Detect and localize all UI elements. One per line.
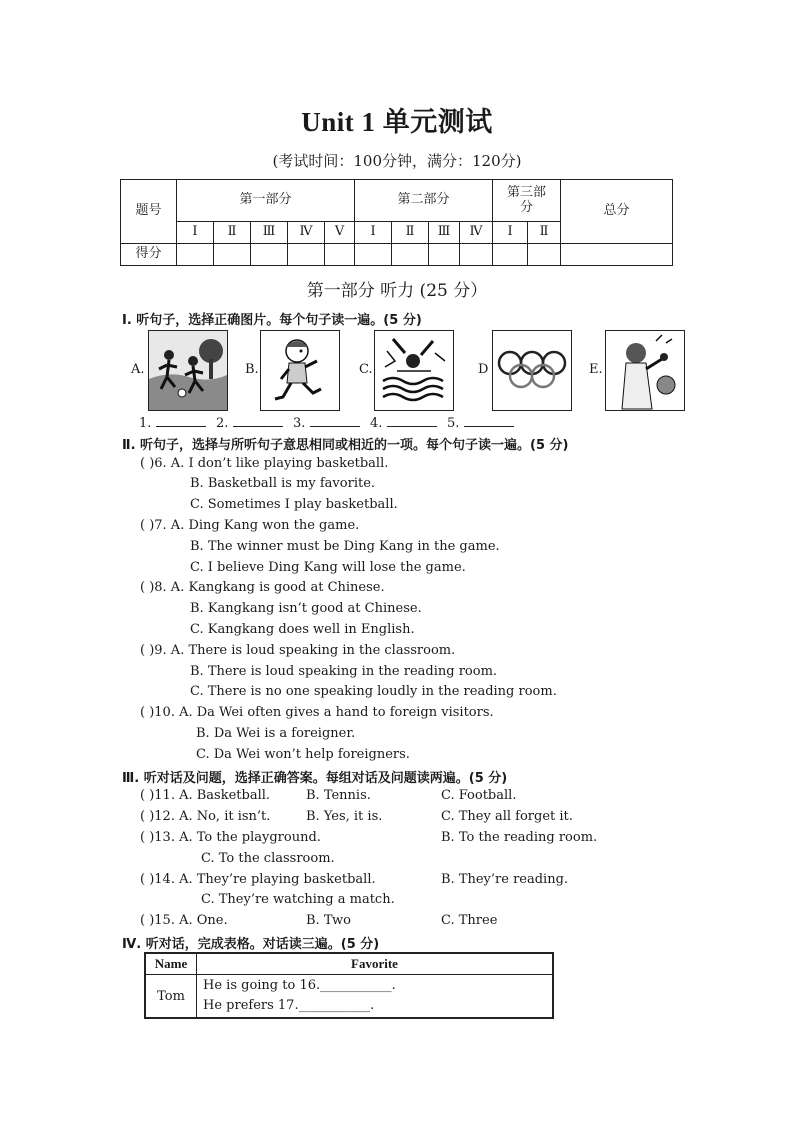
q14-option-b: B. They’re reading. [441, 872, 569, 887]
score-cell[interactable] [528, 244, 561, 266]
blank-1[interactable]: 1. [139, 414, 206, 431]
part-iii-heading: Ⅲ. 听对话及问题，选择正确答案。每组对话及问题读两遍。(5 分) [122, 771, 508, 786]
blank-4[interactable]: 4. [370, 414, 437, 431]
q15-option-b: B. Two [306, 913, 351, 928]
blank-2[interactable]: 2. [216, 414, 283, 431]
q12-option-c: C. They all forget it. [441, 809, 573, 824]
score-cell[interactable] [214, 244, 251, 266]
score-cell[interactable] [288, 244, 325, 266]
part3-sub-1: Ⅰ [493, 222, 528, 244]
q12-option-b: B. Yes, it is. [306, 809, 383, 824]
score-cell[interactable] [429, 244, 460, 266]
olympic-rings-icon [492, 330, 572, 411]
q15-option-c: C. Three [441, 913, 498, 928]
q11-stem: ( )11. A. Basketball. [140, 788, 271, 803]
woman-singing-icon [605, 330, 685, 411]
q7-option-b: B. The winner must be Ding Kang in the game. [190, 539, 500, 554]
swimmer-splashing-icon [374, 330, 454, 411]
score-cell[interactable] [177, 244, 214, 266]
part3-header: 第三部分 [493, 180, 561, 222]
part2-sub-4: Ⅳ [460, 222, 493, 244]
part2-header: 第二部分 [355, 180, 493, 222]
line-16: He is going to 16.___________. [203, 978, 396, 993]
q6-option-b: B. Basketball is my favorite. [190, 476, 376, 491]
blank-5[interactable]: 5. [447, 414, 514, 431]
picture-label-d: D [478, 362, 489, 377]
q13-option-c: C. To the classroom. [201, 851, 335, 866]
part1-header: 第一部分 [177, 180, 355, 222]
q6-option-c: C. Sometimes I play basketball. [190, 497, 398, 512]
part1-sub-5: Ⅴ [325, 222, 355, 244]
blank-3[interactable]: 3. [293, 414, 360, 431]
part1-sub-2: Ⅱ [214, 222, 251, 244]
page-title: Unit 1 单元测试 [301, 107, 493, 137]
line-17: He prefers 17.___________. [203, 998, 375, 1013]
q9-stem: ( )9. A. There is loud speaking in the classroom. [140, 643, 456, 658]
q13-stem: ( )13. A. To the playground. [140, 830, 321, 845]
q10-option-b: B. Da Wei is a foreigner. [196, 726, 356, 741]
part-ii-heading: Ⅱ. 听句子，选择与所听句子意思相同或相近的一项。每个句子读一遍。(5 分) [122, 438, 569, 453]
total-header: 总分 [561, 180, 673, 244]
name-cell: Tom [145, 975, 197, 1019]
score-cell[interactable] [493, 244, 528, 266]
row-label-score: 得分 [121, 244, 177, 266]
q6-stem: ( )6. A. I don’t like playing basketball. [140, 456, 389, 471]
score-table [120, 179, 673, 266]
part-iv-heading: Ⅳ. 听对话，完成表格。对话读三遍。(5 分) [122, 937, 380, 952]
exam-info: (考试时间：100分钟，满分：120分) [272, 152, 522, 170]
q9-option-c: C. There is no one speaking loudly in the reading room. [190, 684, 557, 699]
q14-stem: ( )14. A. They’re playing basketball. [140, 872, 376, 887]
q9-option-b: B. There is loud speaking in the reading room. [190, 664, 498, 679]
q8-stem: ( )8. A. Kangkang is good at Chinese. [140, 580, 385, 595]
score-cell[interactable] [561, 244, 673, 266]
q7-stem: ( )7. A. Ding Kang won the game. [140, 518, 360, 533]
part2-sub-2: Ⅱ [392, 222, 429, 244]
score-cell[interactable] [251, 244, 288, 266]
boy-running-icon [260, 330, 340, 411]
col-favorite-header: Favorite [197, 953, 554, 975]
favorite-table [144, 952, 554, 1019]
q11-option-c: C. Football. [441, 788, 517, 803]
score-cell[interactable] [325, 244, 355, 266]
part-i-heading: Ⅰ. 听句子，选择正确图片。每个句子读一遍。(5 分) [122, 313, 422, 328]
q8-option-c: C. Kangkang does well in English. [190, 622, 415, 637]
picture-label-e: E. [589, 362, 603, 377]
picture-label-b: B. [245, 362, 259, 377]
q10-option-c: C. Da Wei won’t help foreigners. [196, 747, 410, 762]
q13-option-b: B. To the reading room. [441, 830, 598, 845]
picture-label-c: C. [359, 362, 373, 377]
part1-sub-1: Ⅰ [177, 222, 214, 244]
q11-option-b: B. Tennis. [306, 788, 371, 803]
part2-sub-3: Ⅲ [429, 222, 460, 244]
q12-stem: ( )12. A. No, it isn’t. [140, 809, 271, 824]
q7-option-c: C. I believe Ding Kang will lose the game. [190, 560, 466, 575]
part3-sub-2: Ⅱ [528, 222, 561, 244]
score-cell[interactable] [355, 244, 392, 266]
q10-stem: ( )10. A. Da Wei often gives a hand to foreign visitors. [140, 705, 494, 720]
score-cell[interactable] [392, 244, 429, 266]
col-name-header: Name [145, 953, 197, 975]
picture-label-a: A. [131, 362, 145, 377]
q15-stem: ( )15. A. One. [140, 913, 228, 928]
section-title-listening: 第一部分 听力 (25 分） [306, 281, 488, 301]
q14-option-c: C. They’re watching a match. [201, 892, 395, 907]
row-label-question: 题号 [121, 180, 177, 244]
q8-option-b: B. Kangkang isn’t good at Chinese. [190, 601, 422, 616]
part1-sub-3: Ⅲ [251, 222, 288, 244]
score-cell[interactable] [460, 244, 493, 266]
part2-sub-1: Ⅰ [355, 222, 392, 244]
children-playing-soccer-icon [148, 330, 228, 411]
favorite-cell[interactable] [197, 975, 554, 1019]
part1-sub-4: Ⅳ [288, 222, 325, 244]
